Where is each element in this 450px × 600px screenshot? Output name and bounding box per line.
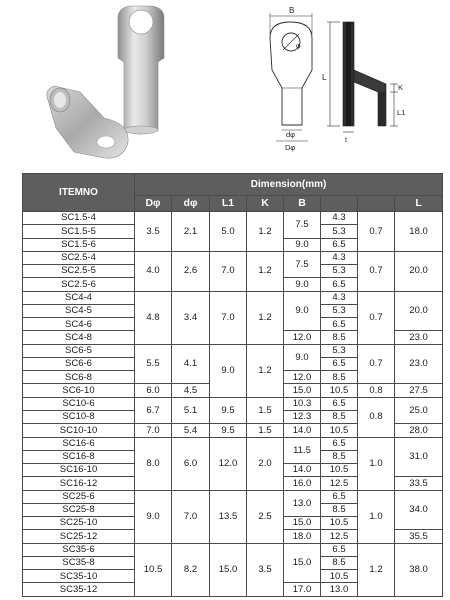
item-cell: SC4-6 <box>23 318 135 331</box>
table-row <box>23 437 443 450</box>
cell-B: 11.5 <box>284 437 321 464</box>
item-cell: SC35-6 <box>23 543 135 556</box>
cell-outer-dia: 4.8 <box>135 291 172 344</box>
item-cell: SC25-12 <box>23 530 135 543</box>
cell-t: 0.7 <box>358 344 395 384</box>
cell-outer-dia: 6.7 <box>135 397 172 424</box>
label-hole: φ <box>296 43 301 50</box>
cell-B: 16.0 <box>284 477 321 490</box>
table-row <box>23 543 443 556</box>
cell-B: 7.5 <box>284 212 321 239</box>
cell-t: 0.8 <box>358 397 395 437</box>
item-cell: SC10-10 <box>23 424 135 437</box>
cell-B: 12.0 <box>284 371 321 384</box>
cell-K: 2.0 <box>247 437 284 490</box>
col-header-B: B <box>284 196 321 212</box>
cell-hole: 5.3 <box>321 344 358 357</box>
item-cell: SC6-10 <box>23 384 135 397</box>
cell-hole: 6.5 <box>321 357 358 370</box>
item-cell: SC2.5-6 <box>23 278 135 291</box>
item-cell: SC16-12 <box>23 477 135 490</box>
cell-L: 20.0 <box>395 291 443 331</box>
cell-hole: 12.5 <box>321 530 358 543</box>
item-cell: SC35-8 <box>23 556 135 569</box>
cell-hole: 5.3 <box>321 304 358 317</box>
cell-hole: 5.3 <box>321 225 358 238</box>
cell-hole: 6.5 <box>321 318 358 331</box>
cell-B: 9.0 <box>284 278 321 291</box>
item-cell: SC10-8 <box>23 410 135 423</box>
item-cell: SC16-10 <box>23 464 135 477</box>
col-header-K: K <box>247 196 284 212</box>
label-thickness-K: K <box>398 83 404 92</box>
cell-hole: 8.5 <box>321 556 358 569</box>
table-row <box>23 344 443 357</box>
cell-L: 25.0 <box>395 397 443 424</box>
cell-B: 12.0 <box>284 331 321 344</box>
cell-L: 20.0 <box>395 251 443 291</box>
cell-hole: 5.3 <box>321 265 358 278</box>
cell-hole: 6.5 <box>321 437 358 450</box>
label-inner-dia: dφ <box>286 130 296 139</box>
label-length-L1: L1 <box>397 108 406 117</box>
cell-L1: 7.0 <box>210 251 247 291</box>
item-cell: SC6-8 <box>23 371 135 384</box>
cell-hole: 6.5 <box>321 490 358 503</box>
cell-L1: 7.0 <box>210 291 247 344</box>
lug-photo-lying <box>47 86 128 158</box>
cell-hole: 8.5 <box>321 450 358 463</box>
product-figures <box>0 0 450 172</box>
item-cell: SC35-10 <box>23 570 135 583</box>
item-cell: SC35-12 <box>23 583 135 597</box>
cell-B: 9.0 <box>284 291 321 331</box>
table-row <box>23 397 443 410</box>
cell-hole: 10.5 <box>321 384 358 397</box>
cell-inner-dia: 2.1 <box>172 212 210 252</box>
cell-B: 12.3 <box>284 410 321 423</box>
cell-hole: 10.5 <box>321 517 358 530</box>
cell-hole: 6.5 <box>321 278 358 291</box>
cell-L: 18.0 <box>395 212 443 252</box>
cell-outer-dia: 9.0 <box>135 490 172 543</box>
item-cell: SC2.5-5 <box>23 265 135 278</box>
item-cell: SC1.5-4 <box>23 212 135 225</box>
item-header: ITEMNO <box>23 174 135 212</box>
cell-outer-dia: 7.0 <box>135 424 172 437</box>
cell-hole: 10.5 <box>321 570 358 583</box>
lug-drawing-front <box>270 13 312 141</box>
lug-photo-upright <box>118 6 164 134</box>
cell-B: 15.0 <box>284 384 321 397</box>
cell-inner-dia: 8.2 <box>172 543 210 596</box>
table-row <box>23 291 443 304</box>
cell-L1: 12.0 <box>210 437 247 490</box>
cell-K: 3.5 <box>247 543 284 596</box>
cell-t: 0.8 <box>358 384 395 397</box>
cell-hole: 13.0 <box>321 583 358 597</box>
cell-t: 0.7 <box>358 212 395 252</box>
label-outer-dia: Dφ <box>285 143 296 152</box>
cell-hole: 6.5 <box>321 238 358 251</box>
cell-hole: 12.5 <box>321 477 358 490</box>
lug-drawing-side <box>327 22 398 132</box>
cell-inner-dia: 6.0 <box>172 437 210 490</box>
cell-K: 1.2 <box>247 251 284 291</box>
cell-t: 1.0 <box>358 490 395 543</box>
cell-K: 1.5 <box>247 397 284 424</box>
cell-K: 1.5 <box>247 424 284 437</box>
cell-L: 28.0 <box>395 424 443 437</box>
label-wall-t: t <box>345 137 347 144</box>
label-width-B: B <box>289 6 295 15</box>
cell-L1: 9.0 <box>210 344 247 397</box>
label-length-L: L <box>322 73 327 82</box>
cell-L: 38.0 <box>395 543 443 596</box>
cell-inner-dia: 5.4 <box>172 424 210 437</box>
cell-L: 27.5 <box>395 384 443 397</box>
col-header-L1: L1 <box>210 196 247 212</box>
cell-L1: 9.5 <box>210 424 247 437</box>
cell-L1: 15.0 <box>210 543 247 596</box>
cell-L: 33.5 <box>395 477 443 490</box>
table-row <box>23 490 443 503</box>
cell-B: 14.0 <box>284 424 321 437</box>
cell-hole: 4.3 <box>321 212 358 225</box>
cell-inner-dia: 3.4 <box>172 291 210 344</box>
cell-outer-dia: 3.5 <box>135 212 172 252</box>
cell-outer-dia: 5.5 <box>135 344 172 384</box>
cell-hole: 8.5 <box>321 331 358 344</box>
cell-L: 35.5 <box>395 530 443 543</box>
cell-hole: 10.5 <box>321 464 358 477</box>
cell-hole: 8.5 <box>321 503 358 516</box>
cell-B: 15.0 <box>284 517 321 530</box>
item-cell: SC16-6 <box>23 437 135 450</box>
cell-B: 17.0 <box>284 583 321 597</box>
cell-B: 9.0 <box>284 238 321 251</box>
col-header-inner-dia: dφ <box>172 196 210 212</box>
cell-outer-dia: 4.0 <box>135 251 172 291</box>
cell-t: 1.0 <box>358 437 395 490</box>
cell-L: 23.0 <box>395 331 443 344</box>
cell-inner-dia: 2.6 <box>172 251 210 291</box>
cell-hole: 6.5 <box>321 543 358 556</box>
col-header-L: L <box>395 196 443 212</box>
cell-outer-dia: 10.5 <box>135 543 172 596</box>
item-cell: SC1.5-6 <box>23 238 135 251</box>
cell-outer-dia: 8.0 <box>135 437 172 490</box>
cell-inner-dia: 7.0 <box>172 490 210 543</box>
cell-K: 2.5 <box>247 490 284 543</box>
item-cell: SC10-6 <box>23 397 135 410</box>
cell-B: 13.0 <box>284 490 321 517</box>
cell-hole: 6.5 <box>321 397 358 410</box>
item-cell: SC4-4 <box>23 291 135 304</box>
item-cell: SC1.5-5 <box>23 225 135 238</box>
item-cell: SC25-10 <box>23 517 135 530</box>
table-row <box>23 251 443 264</box>
cell-hole: 4.3 <box>321 251 358 264</box>
cell-K: 1.2 <box>247 212 284 252</box>
item-cell: SC4-8 <box>23 331 135 344</box>
cell-B: 18.0 <box>284 530 321 543</box>
cell-L1: 9.5 <box>210 397 247 424</box>
item-cell: SC4-5 <box>23 304 135 317</box>
cell-hole: 8.5 <box>321 371 358 384</box>
cell-B: 15.0 <box>284 543 321 583</box>
dimension-header: Dimension(mm) <box>135 174 443 196</box>
cell-B: 9.0 <box>284 344 321 371</box>
spec-table <box>22 173 443 597</box>
item-cell: SC2.5-4 <box>23 251 135 264</box>
cell-L1: 13.5 <box>210 490 247 543</box>
cell-B: 10.3 <box>284 397 321 410</box>
cell-t: 0.7 <box>358 251 395 291</box>
col-header-hole <box>321 196 358 212</box>
cell-hole: 10.5 <box>321 424 358 437</box>
cell-t: 1.2 <box>358 543 395 596</box>
cell-inner-dia: 4.5 <box>172 384 210 397</box>
item-cell: SC25-6 <box>23 490 135 503</box>
cell-B: 14.0 <box>284 464 321 477</box>
cell-L1: 5.0 <box>210 212 247 252</box>
cell-outer-dia: 6.0 <box>135 384 172 397</box>
col-header-outer-dia: Dφ <box>135 196 172 212</box>
cell-inner-dia: 5.1 <box>172 397 210 424</box>
col-header-t <box>358 196 395 212</box>
item-cell: SC25-8 <box>23 503 135 516</box>
cell-B: 7.5 <box>284 251 321 278</box>
cell-hole: 4.3 <box>321 291 358 304</box>
table-row <box>23 212 443 225</box>
cell-K: 1.2 <box>247 291 284 344</box>
cell-L: 34.0 <box>395 490 443 530</box>
item-cell: SC16-8 <box>23 450 135 463</box>
item-cell: SC6-5 <box>23 344 135 357</box>
item-cell: SC6-6 <box>23 357 135 370</box>
cell-K: 1.2 <box>247 344 284 397</box>
cell-hole: 8.5 <box>321 410 358 423</box>
cell-L: 23.0 <box>395 344 443 384</box>
cell-L: 31.0 <box>395 437 443 477</box>
cell-inner-dia: 4.1 <box>172 344 210 384</box>
cell-t: 0.7 <box>358 291 395 344</box>
